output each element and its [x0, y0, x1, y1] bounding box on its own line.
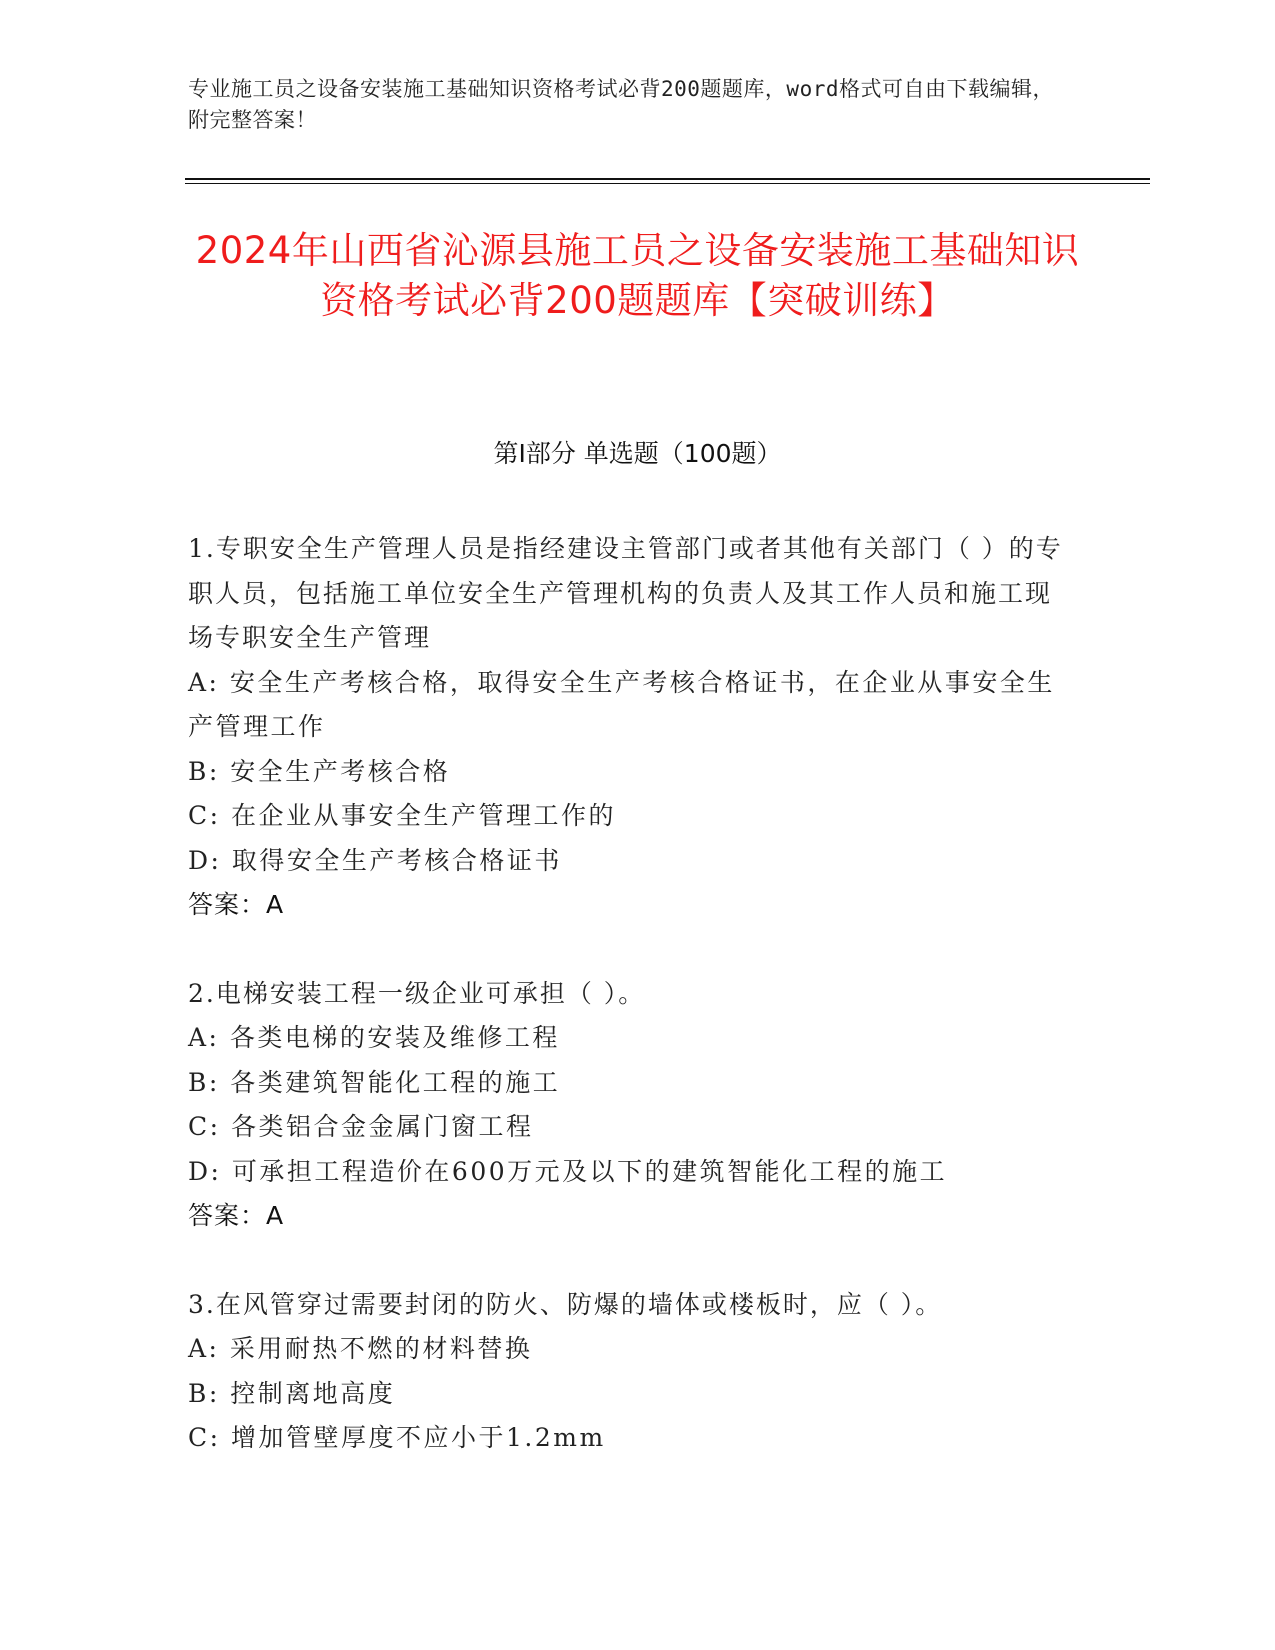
header-note: 专业施工员之设备安装施工基础知识资格考试必背200题题库，word格式可自由下载编辑，附完整答案！ — [188, 77, 1054, 132]
option-c: C: 在企业从事安全生产管理工作的 — [188, 801, 616, 830]
option-b: B: 各类建筑智能化工程的施工 — [188, 1067, 561, 1097]
option-c: C: 各类铝合金金属门窗工程 — [188, 1112, 534, 1141]
question-list — [188, 527, 1078, 1505]
answer-label: 答案：A — [188, 890, 285, 919]
answer-label: 答案：A — [188, 1201, 285, 1230]
option-a: A: 各类电梯的安装及维修工程 — [188, 1023, 560, 1052]
option-b: B: 安全生产考核合格 — [188, 756, 451, 786]
header-divider-thin — [185, 183, 1150, 184]
option-a: A: 安全生产考核合格，取得安全生产考核合格证书，在企业从事安全生产管理工作 — [188, 667, 1055, 741]
option-d: D: 取得安全生产考核合格证书 — [188, 845, 562, 875]
question-1 — [188, 527, 1078, 928]
header-divider-thick — [185, 178, 1150, 180]
question-stem: 2.电梯安装工程一级企业可承担（ ）。 — [188, 978, 646, 1008]
option-d: D: 可承担工程造价在600万元及以下的建筑智能化工程的施工 — [188, 1156, 948, 1186]
option-b: B: 控制离地高度 — [188, 1378, 396, 1408]
section-title: 第I部分 单选题（100题） — [493, 439, 782, 468]
document-title: 2024年山西省沁源县施工员之设备安装施工基础知识资格考试必背200题题库【突破训练】 — [195, 229, 1080, 322]
question-stem: 3.在风管穿过需要封闭的防火、防爆的墙体或楼板时，应（ ）。 — [188, 1289, 943, 1319]
option-c: C: 增加管壁厚度不应小于1.2mm — [188, 1423, 606, 1452]
question-3 — [188, 1283, 1078, 1461]
option-a: A: 采用耐热不燃的材料替换 — [188, 1334, 533, 1363]
question-2 — [188, 972, 1078, 1239]
question-stem: 1.专职安全生产管理人员是指经建设主管部门或者其他有关部门（ ）的专职人员，包括施工单位安全生产管理机构的负责人及其工作人员和施工现场专职安全生产管理 — [188, 534, 1063, 652]
